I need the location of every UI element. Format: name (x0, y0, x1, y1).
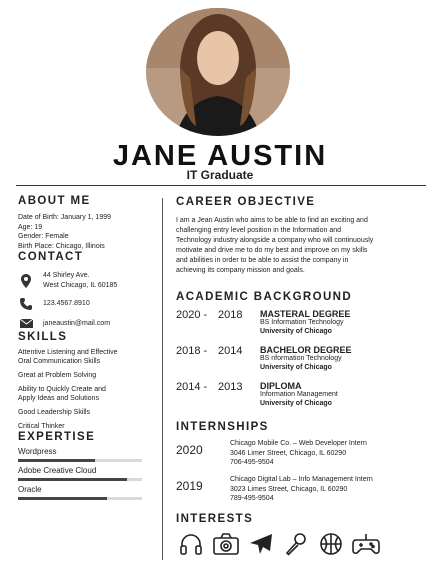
expertise-title: EXPERTISE (18, 430, 96, 443)
skill-line: Ability to Quickly Create and (18, 385, 106, 393)
education-years (176, 381, 243, 393)
education-start-year: 2014 - (176, 381, 208, 393)
about-line: Birth Place: Chicago, Illinois (18, 242, 105, 250)
internship-address: 3046 Limer Street, Chicago, IL 60290 (230, 449, 347, 457)
skill-item (18, 385, 156, 403)
internship-detail (230, 475, 373, 504)
education-years (176, 309, 243, 321)
education-degree: MASTERAL DEGREE (260, 309, 351, 319)
contact-title: CONTACT (18, 251, 84, 264)
left-column (18, 195, 156, 500)
about-line: Age: 19 (18, 223, 43, 231)
about-line: Date of Birth: January 1, 1999 (18, 214, 111, 221)
education-end-year: 2013 (218, 381, 243, 393)
skill-item: Great at Problem Solving (18, 371, 97, 379)
phone-number[interactable]: 123.4567.8910 (43, 299, 90, 307)
education-entry (176, 345, 426, 381)
skill-item (18, 348, 156, 366)
internships-title: INTERNSHIPS (176, 421, 269, 433)
education-end-year: 2018 (218, 309, 243, 321)
academic-title: ACADEMIC BACKGROUND (176, 291, 353, 303)
expertise-label: Adobe Creative Cloud (18, 465, 97, 475)
education-school: University of Chicago (260, 327, 332, 335)
email-address[interactable]: janeaustin@mail.com (43, 319, 111, 327)
objective-line: challenging entry level position in the Information and (176, 227, 341, 234)
expertise-bar-fill (18, 497, 107, 500)
objective-text (176, 216, 424, 276)
objective-line: motivate and drive me to do my best and improve on my skills (176, 247, 368, 254)
address-line: West Chicago, IL 60185 (43, 281, 118, 289)
education-field: BS Information Technology (260, 319, 344, 326)
education-entry (176, 309, 426, 345)
about-line: Gender: Female (18, 233, 69, 241)
internship-entry (176, 439, 426, 475)
skill-line: Attentive Listening and Effective (18, 348, 118, 356)
objective-line: I am a Jean Austin who aims to be able to find an exciting and (176, 217, 368, 224)
education-field: BS nformation Technology (260, 355, 342, 362)
expertise-label: Wordpress (18, 446, 57, 456)
skills-title: SKILLS (18, 330, 68, 343)
objective-title: CAREER OBJECTIVE (176, 196, 316, 208)
envelope-icon (18, 317, 34, 331)
education-detail (260, 345, 352, 372)
skill-line: Oral Communication Skills (18, 357, 101, 365)
internship-company: Chicago Digital Lab – Info Management Intern (230, 476, 373, 483)
education-years (176, 345, 243, 357)
right-column (176, 196, 426, 558)
expertise-bar (18, 478, 142, 481)
gamepad-icon (351, 529, 380, 558)
microphone-icon (281, 529, 310, 558)
location-pin-icon (18, 274, 34, 288)
internship-phone: 789-495-9504 (230, 495, 274, 502)
contact-address (18, 271, 156, 290)
about-title: ABOUT ME (18, 195, 91, 207)
candidate-title: IT Graduate (186, 168, 254, 182)
objective-line: Technology industry alongside a company who will continuously (176, 237, 374, 244)
education-school: University of Chicago (260, 399, 332, 407)
profile-photo (146, 8, 290, 136)
education-degree: DIPLOMA (260, 381, 302, 391)
objective-line: and abilities in order to be able to assist the company in (176, 257, 349, 264)
education-detail (260, 309, 350, 336)
expertise-label: Oracle (18, 484, 42, 494)
expertise-bar (18, 497, 142, 500)
education-entry (176, 381, 426, 417)
objective-line: achieving its company mission and goals. (176, 267, 305, 274)
education-degree: BACHELOR DEGREE (260, 345, 352, 355)
interests-icons (176, 529, 426, 558)
internship-year: 2019 (176, 479, 203, 493)
contact-email (18, 317, 156, 331)
phone-icon (18, 297, 34, 311)
skill-line: Apply Ideas and Solutions (18, 394, 99, 402)
education-start-year: 2020 - (176, 309, 208, 321)
about-details (18, 213, 156, 251)
expertise-item (18, 447, 156, 462)
expertise-item (18, 485, 156, 500)
expertise-bar-fill (18, 459, 95, 462)
education-field: Information Management (260, 391, 338, 398)
basketball-icon (316, 529, 345, 558)
internship-year: 2020 (176, 443, 203, 457)
skill-item: Critical Thinker (18, 422, 65, 430)
interests-title: INTERESTS (176, 513, 254, 525)
expertise-bar (18, 459, 142, 462)
internship-entry (176, 475, 426, 511)
header-divider (16, 185, 426, 186)
candidate-name: JANE AUSTIN (112, 140, 328, 172)
internship-detail (230, 439, 367, 468)
internship-address: 3023 Limes Street, Chicago, IL 60290 (230, 485, 348, 493)
contact-phone (18, 297, 156, 311)
column-divider (162, 198, 163, 560)
address-line: 44 Shirley Ave. (43, 272, 90, 280)
internship-phone: 706-495-9504 (230, 459, 274, 466)
expertise-bar-fill (18, 478, 127, 481)
education-school: University of Chicago (260, 363, 332, 371)
skill-item: Good Leadership Skills (18, 408, 90, 416)
education-end-year: 2014 (218, 345, 243, 357)
education-detail (260, 381, 338, 408)
airplane-icon (246, 529, 275, 558)
camera-icon (211, 529, 240, 558)
education-start-year: 2018 - (176, 345, 208, 357)
expertise-item (18, 466, 156, 481)
internship-company: Chicago Mobile Co. – Web Developer Intern (230, 440, 367, 447)
headphones-icon (176, 529, 205, 558)
